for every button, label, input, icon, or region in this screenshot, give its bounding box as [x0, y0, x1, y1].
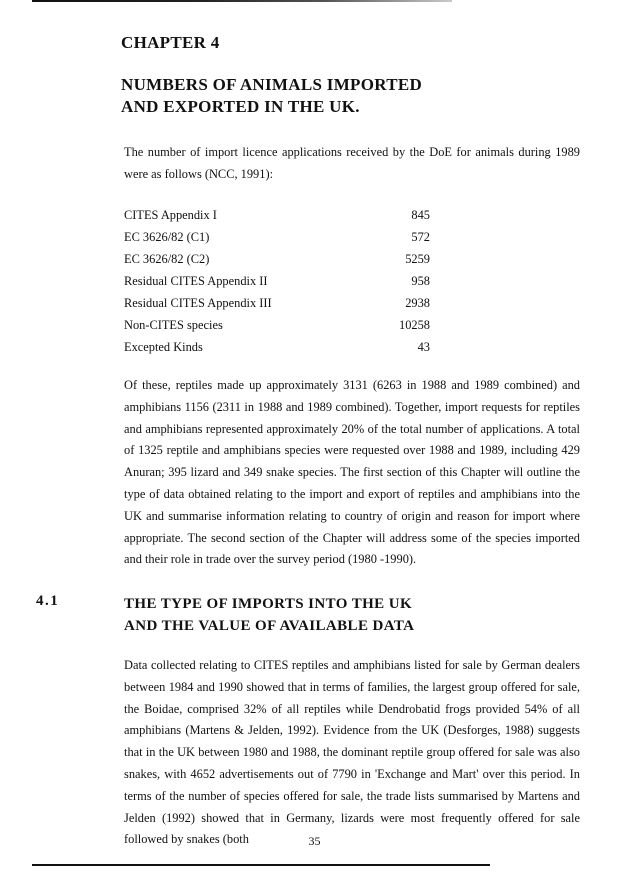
intro-paragraph: The number of import licence applications received by the DoE for animals during 1989 were as follows (NCC, 1991): — [124, 145, 580, 181]
table-row — [124, 292, 430, 314]
row-label: Excepted Kinds — [124, 340, 203, 354]
row-label: Non-CITES species — [124, 318, 223, 332]
top-rule — [32, 0, 452, 2]
body-paragraph-2: Of these, reptiles made up approximately 3131 (6263 in 1988 and 1989 combined) and amphibians 1156 (2311 in 1988 and 1989 combined). Together, import requests for reptiles and amphibians represented approximately 20% of the total number of applications. A total of 1325 reptile and amphibians species were requested over 1988 and 1989, including 429 Anuran; 395 lizard and 349 snake species. The first section of this Chapter will outline the type of data obtained relating to the import and export of reptiles and amphibians into the UK and summarise information relating to country of origin and reason for import where appropriate. The second section of the Chapter will address some of the species imported and their role in trade over the survey period (1980 -1990). — [124, 378, 580, 567]
table-row — [124, 204, 430, 226]
row-label: Residual CITES Appendix III — [124, 296, 272, 310]
table-row — [124, 226, 430, 248]
section-title-line-2: AND THE VALUE OF AVAILABLE DATA — [124, 618, 415, 634]
page-number: 35 — [308, 834, 321, 848]
section-number: 4.1 — [36, 593, 60, 609]
row-label: CITES Appendix I — [124, 208, 217, 222]
row-value: 2938 — [405, 296, 430, 310]
row-value: 572 — [411, 230, 430, 244]
row-value: 10258 — [399, 318, 430, 332]
table-row — [124, 248, 430, 270]
section-title — [124, 593, 444, 637]
table-row — [124, 336, 430, 358]
chapter-title-line-1: NUMBERS OF ANIMALS IMPORTED — [121, 75, 423, 94]
row-value: 43 — [417, 340, 430, 354]
chapter-label: CHAPTER 4 — [121, 33, 220, 52]
table-row — [124, 314, 430, 336]
row-value: 5259 — [405, 252, 430, 266]
import-applications-table — [124, 204, 430, 358]
chapter-title-line-2: AND EXPORTED IN THE UK. — [121, 97, 360, 116]
row-label: Residual CITES Appendix II — [124, 274, 268, 288]
body-paragraph-3: Data collected relating to CITES reptiles and amphibians listed for sale by German dealers between 1984 and 1990 showed that in terms of families, the largest group offered for sale, the Boidae, comprised 32% of all reptiles while Dendrobatid frogs provided 54% of all amphibians (Martens & Jelden, 1992). Evidence from the UK (Desforges, 1988) suggests that in the UK between 1980 and 1988, the dominant reptile group offered for sale was also snakes, with 4652 advertisements out of 7790 in 'Exchange and Mart' over this period. In terms of the number of species offered for sale, the trade lists summarised by Martens and Jelden (1992) showed that in Germany, lizards were most frequently offered for sale followed by snakes (both — [124, 658, 580, 847]
row-value: 845 — [411, 208, 430, 222]
row-label: EC 3626/82 (C2) — [124, 252, 210, 266]
row-label: EC 3626/82 (C1) — [124, 230, 210, 244]
section-title-line-1: THE TYPE OF IMPORTS INTO THE UK — [124, 596, 413, 612]
bottom-rule — [32, 864, 490, 866]
row-value: 958 — [411, 274, 430, 288]
chapter-title — [121, 74, 481, 118]
table-row — [124, 270, 430, 292]
